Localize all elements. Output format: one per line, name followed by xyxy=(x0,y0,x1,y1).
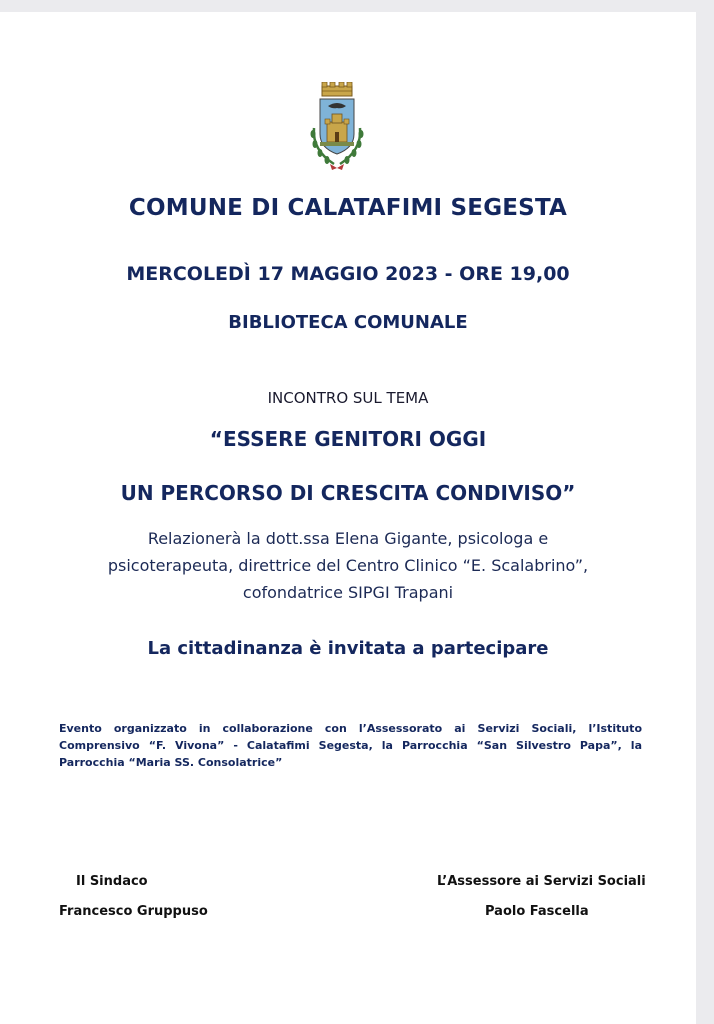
invitation-text: La cittadinanza è invitata a partecipare xyxy=(147,638,549,659)
councillor-name: Paolo Fascella xyxy=(485,904,589,919)
topic-title-line1: “ESSERE GENITORI OGGI xyxy=(209,427,487,451)
speaker-line: cofondatrice SIPGI Trapani xyxy=(242,583,454,602)
event-date-time: MERCOLEDÌ 17 MAGGIO 2023 - ORE 19,00 xyxy=(126,263,570,285)
speaker-line: psicoterapeuta, direttrice del Centro Clinico “E. Scalabrino”, xyxy=(107,556,589,575)
councillor-role: L’Assessore ai Servizi Sociali xyxy=(437,874,646,889)
document-page xyxy=(0,12,696,1024)
topic-intro: INCONTRO SUL TEMA xyxy=(267,389,429,407)
speaker-description xyxy=(0,525,696,606)
event-venue: BIBLIOTECA COMUNALE xyxy=(228,312,468,333)
topic-title-line2: UN PERCORSO DI CRESCITA CONDIVISO” xyxy=(120,481,576,505)
mayor-name: Francesco Gruppuso xyxy=(59,904,208,919)
coat-of-arms-emblem xyxy=(306,82,368,174)
municipality-title: COMUNE DI CALATAFIMI SEGESTA xyxy=(128,195,568,221)
speaker-line: Relazionerà la dott.ssa Elena Gigante, psicologa e xyxy=(147,529,549,548)
mayor-role: Il Sindaco xyxy=(76,874,148,889)
event-organizers-note: Evento organizzato in collaborazione con l’Assessorato ai Servizi Sociali, l’Istituto Comprensivo “F. Vivona” - Calatafimi Segesta, la Parrocchia “San Silvestro Papa”, la Parrocchia “Maria SS. Consolatrice” xyxy=(59,722,642,769)
